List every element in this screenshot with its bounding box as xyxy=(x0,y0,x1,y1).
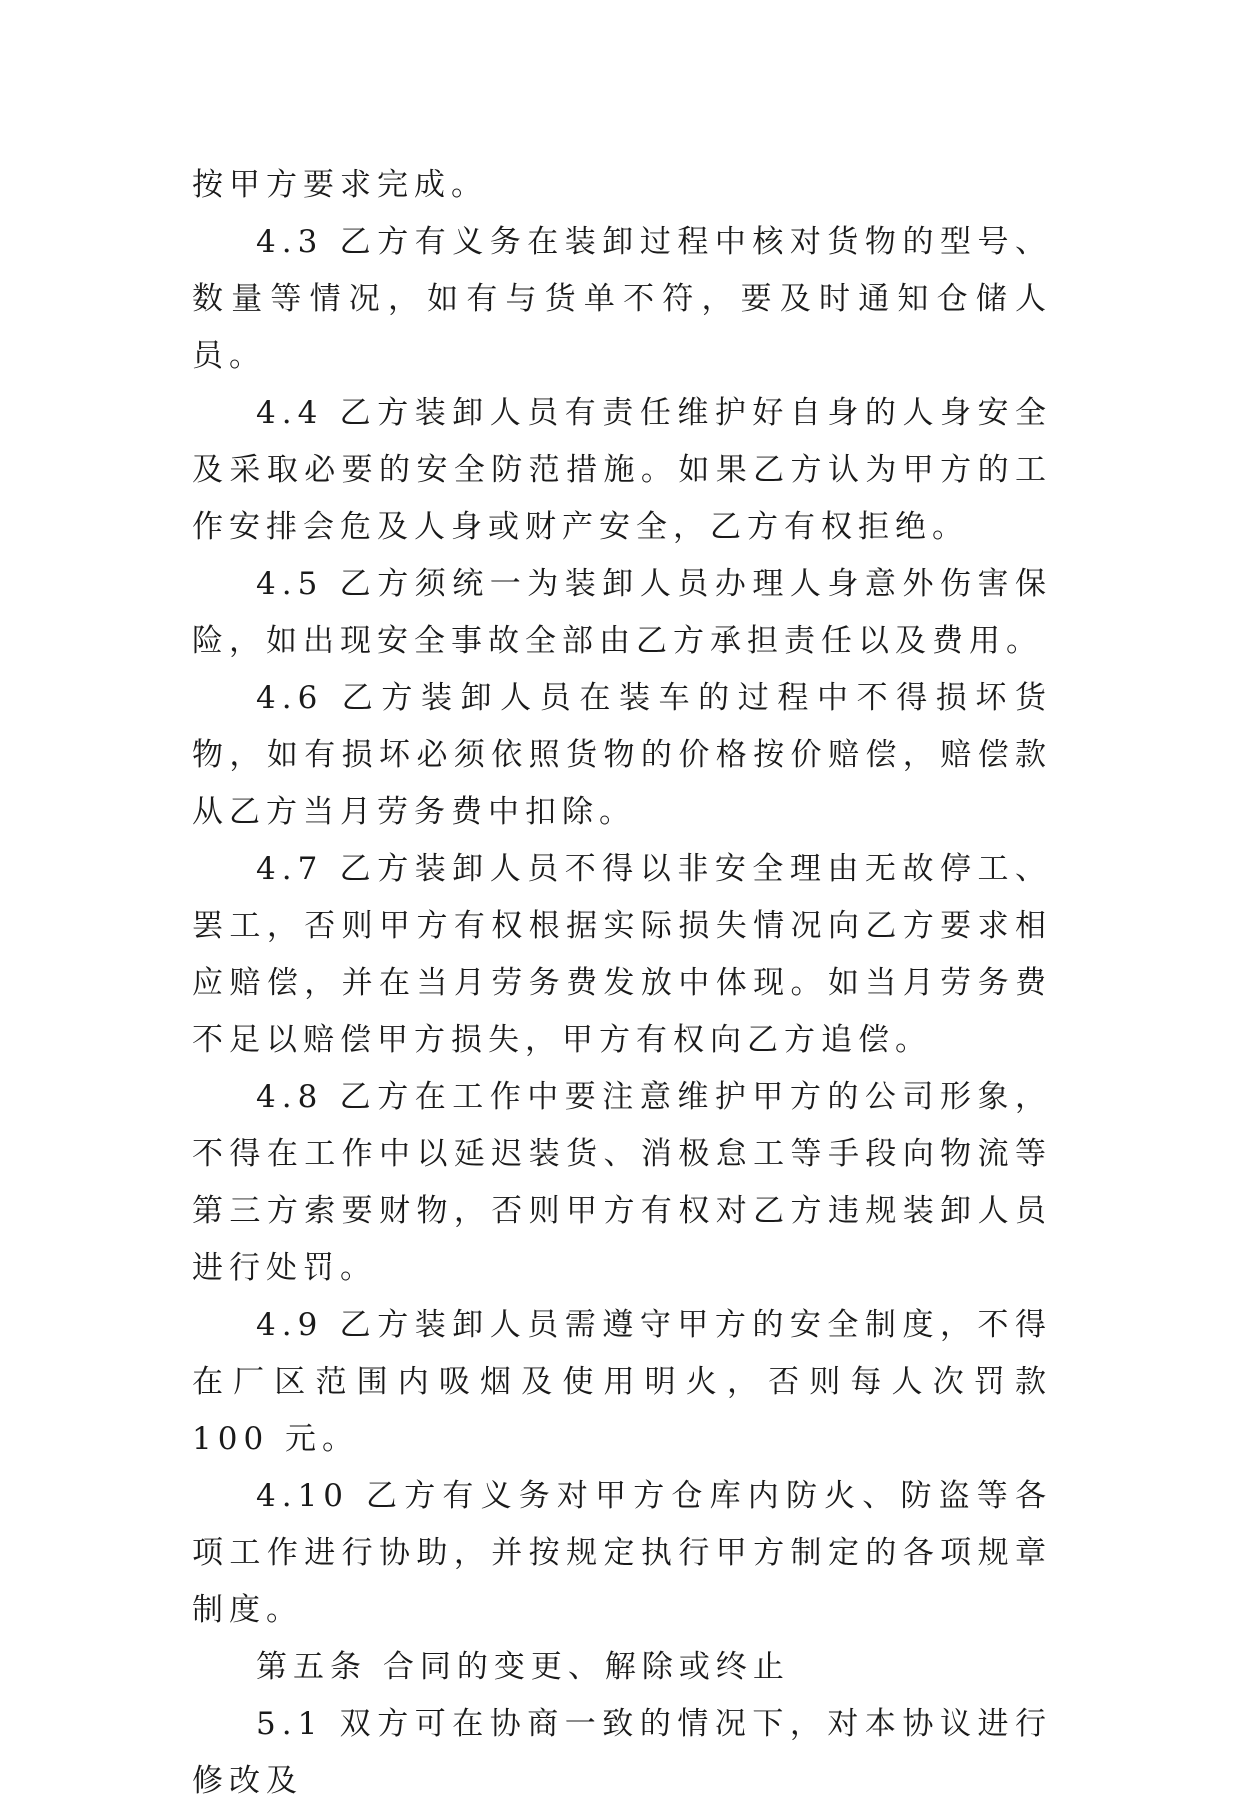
body-text xyxy=(192,157,1052,1810)
clause-4-8: 4.8 乙方在工作中要注意维护甲方的公司形象，不得在工作中以延迟装货、消极怠工等手段向物流等第三方索要财物，否则甲方有权对乙方违规装卸人员进行处罚。 xyxy=(192,1079,1052,1286)
clause-4-7: 4.7 乙方装卸人员不得以非安全理由无故停工、罢工，否则甲方有权根据实际损失情况向乙方要求相应赔偿，并在当月劳务费发放中体现。如当月劳务费不足以赔偿甲方损失，甲方有权向乙方追偿。 xyxy=(192,851,1052,1058)
clause-4-9: 4.9 乙方装卸人员需遵守甲方的安全制度，不得在厂区范围内吸烟及使用明火，否则每人次罚款 100 元。 xyxy=(192,1307,1052,1457)
clause-4-4: 4.4 乙方装卸人员有责任维护好自身的人身安全及采取必要的安全防范措施。如果乙方认为甲方的工作安排会危及人身或财产安全，乙方有权拒绝。 xyxy=(192,395,1052,545)
clause-4-5: 4.5 乙方须统一为装卸人员办理人身意外伤害保险，如出现安全事故全部由乙方承担责任以及费用。 xyxy=(192,566,1052,659)
clause-5-1: 5.1 双方可在协商一致的情况下，对本协议进行修改及 xyxy=(192,1706,1052,1799)
clause-4-10: 4.10 乙方有义务对甲方仓库内防火、防盗等各项工作进行协助，并按规定执行甲方制定的各项规章制度。 xyxy=(192,1478,1052,1628)
clause-4-6: 4.6 乙方装卸人员在装车的过程中不得损坏货物，如有损坏必须依照货物的价格按价赔偿，赔偿款从乙方当月劳务费中扣除。 xyxy=(192,680,1052,830)
clause-4-3: 4.3 乙方有义务在装卸过程中核对货物的型号、数量等情况，如有与货单不符，要及时通知仓储人员。 xyxy=(192,224,1052,374)
section-heading-article-5: 第五条 合同的变更、解除或终止 xyxy=(256,1649,790,1685)
paragraph-continuation: 按甲方要求完成。 xyxy=(192,167,488,203)
